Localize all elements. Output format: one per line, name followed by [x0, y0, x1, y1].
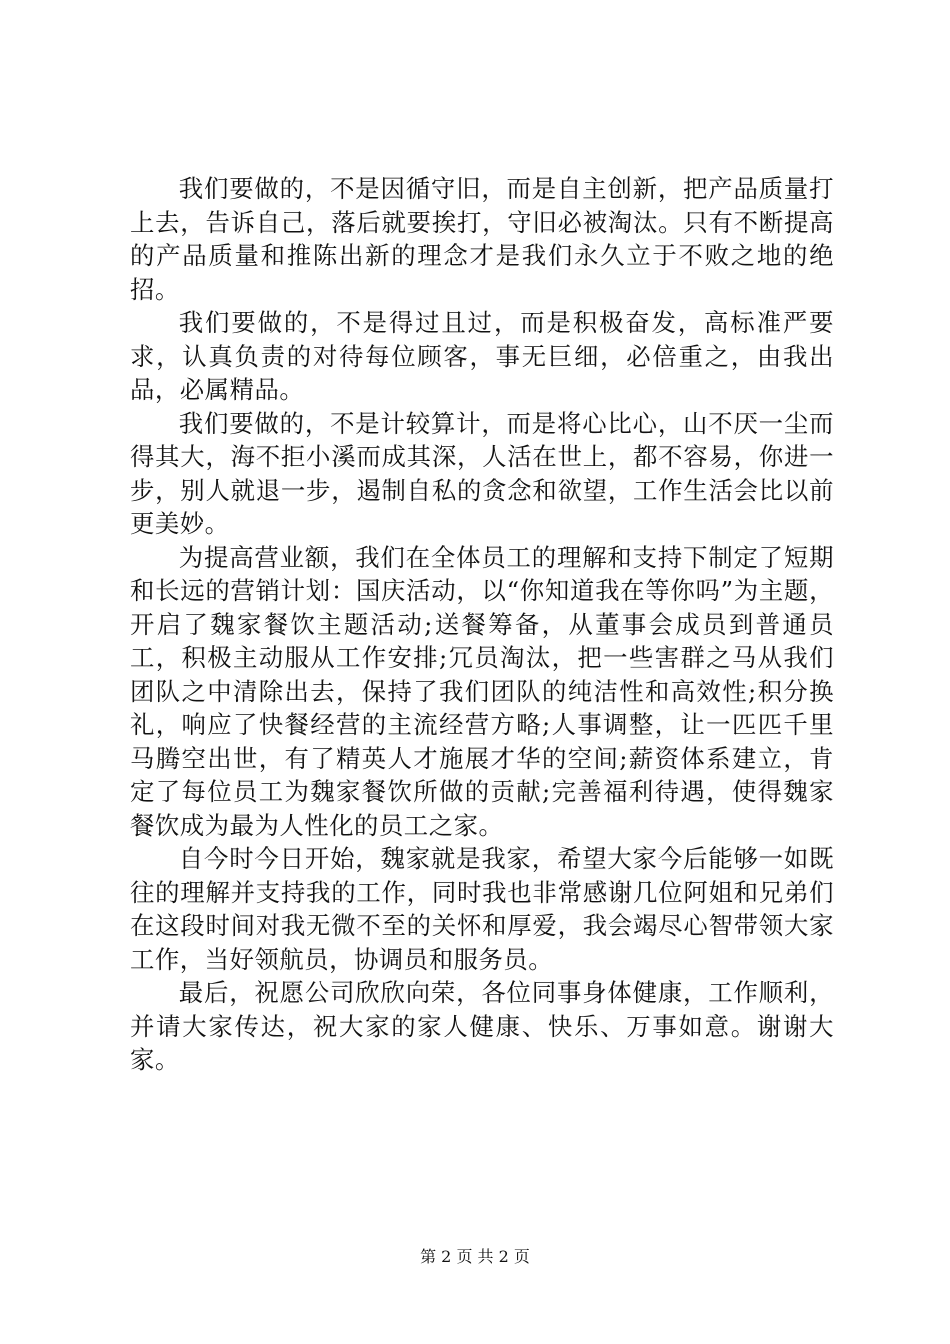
paragraph-3: 我们要做的，不是计较算计，而是将心比心，山不厌一尘而得其大，海不拒小溪而成其深，人活在世上，都不容易，你进一步，别人就退一步，遏制自私的贪念和欲望，工作生活会比以前更美妙。 — [130, 408, 834, 538]
paragraph-2: 我们要做的，不是得过且过，而是积极奋发，高标准严要求，认真负责的对待每位顾客，事无巨细，必倍重之，由我出品，必属精品。 — [130, 308, 834, 404]
paragraph-4: 为提高营业额，我们在全体员工的理解和支持下制定了短期和长远的营销计划：国庆活动，以“你知道我在等你吗”为主题，开启了魏家餐饮主题活动;送餐筹备，从董事会成员到普通员工，积极主动服从工作安排;冗员淘汰，把一些害群之马从我们团队之中清除出去，保持了我们团队的纯洁性和高效性;积分换礼，响应了快餐经营的主流经营方略;人事调整，让一匹匹千里马腾空出世，有了精英人才施展才华的空间;薪资体系建立，肯定了每位员工为魏家餐饮所做的贡献;完善福利待遇，使得魏家餐饮成为最为人性化的员工之家。 — [130, 542, 834, 840]
document-body — [130, 172, 834, 1077]
paragraph-1: 我们要做的，不是因循守旧，而是自主创新，把产品质量打上去，告诉自己，落后就要挨打，守旧必被淘汰。只有不断提高的产品质量和推陈出新的理念才是我们永久立于不败之地的绝招。 — [130, 174, 834, 304]
paragraph-5: 自今时今日开始，魏家就是我家，希望大家今后能够一如既往的理解并支持我的工作，同时我也非常感谢几位阿姐和兄弟们在这段时间对我无微不至的关怀和厚爱，我会竭尽心智带领大家工作，当好领航员，协调员和服务员。 — [130, 844, 834, 974]
paragraph-6: 最后，祝愿公司欣欣向荣，各位同事身体健康，工作顺利，并请大家传达，祝大家的家人健康、快乐、万事如意。谢谢大家。 — [130, 978, 834, 1074]
page-number-footer: 第 2 页 共 2 页 — [420, 1247, 530, 1266]
